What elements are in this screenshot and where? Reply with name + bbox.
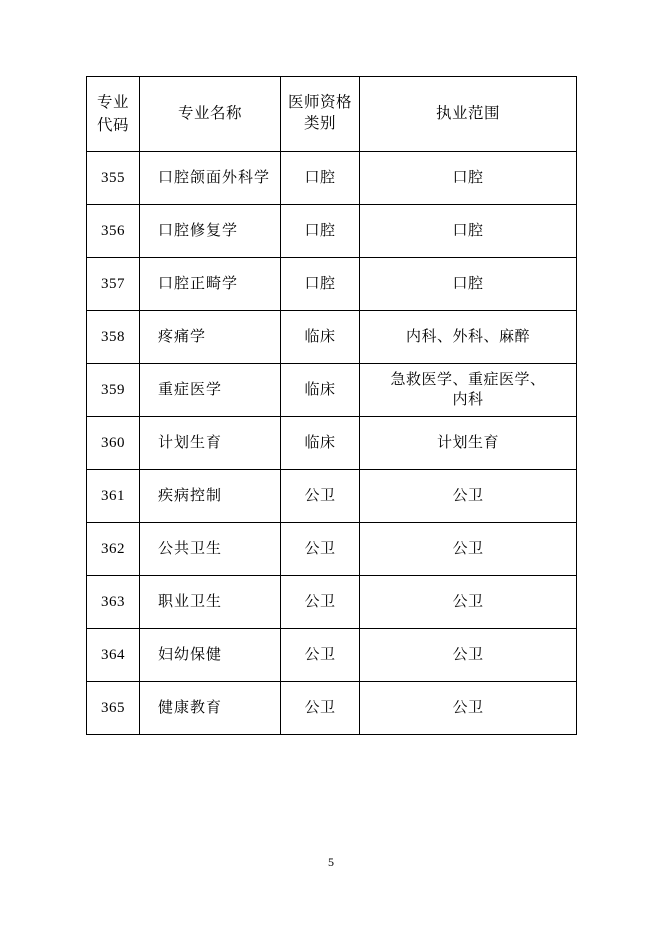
cell-code: 364: [87, 629, 140, 682]
cell-code: 358: [87, 311, 140, 364]
cell-name: 口腔颌面外科学: [140, 152, 281, 205]
cell-name: 疼痛学: [140, 311, 281, 364]
cell-name: 职业卫生: [140, 576, 281, 629]
table-row: [87, 364, 577, 417]
cell-name: 口腔正畸学: [140, 258, 281, 311]
cell-code: 356: [87, 205, 140, 258]
cell-scope: 口腔: [360, 152, 577, 205]
cell-category: 公卫: [281, 629, 360, 682]
column-header-category: [281, 77, 360, 152]
table-row: [87, 311, 577, 364]
cell-category: 公卫: [281, 682, 360, 735]
cell-name: 健康教育: [140, 682, 281, 735]
cell-code: 362: [87, 523, 140, 576]
column-header-category-line1: 医师资格: [287, 94, 352, 112]
cell-scope: 公卫: [360, 470, 577, 523]
cell-scope: 口腔: [360, 205, 577, 258]
cell-name: 重症医学: [140, 364, 281, 417]
cell-scope: [360, 364, 577, 417]
cell-code: 357: [87, 258, 140, 311]
cell-scope: 公卫: [360, 682, 577, 735]
table-row: [87, 523, 577, 576]
column-header-code-line2: 代码: [96, 117, 129, 134]
table-row: [87, 417, 577, 470]
cell-category: 口腔: [281, 205, 360, 258]
cell-name: 公共卫生: [140, 523, 281, 576]
table-row: [87, 682, 577, 735]
table-body: [87, 152, 577, 735]
column-header-scope: 执业范围: [360, 77, 577, 152]
table-row: [87, 470, 577, 523]
cell-code: 361: [87, 470, 140, 523]
page-number: 5: [328, 855, 334, 869]
cell-category: 口腔: [281, 258, 360, 311]
cell-scope: 口腔: [360, 258, 577, 311]
cell-category: 临床: [281, 417, 360, 470]
cell-category: 临床: [281, 311, 360, 364]
table-row: [87, 576, 577, 629]
cell-code: 359: [87, 364, 140, 417]
table-row: [87, 629, 577, 682]
table-row: [87, 205, 577, 258]
cell-scope-line2: 内科: [452, 392, 484, 408]
column-header-name: 专业名称: [140, 77, 281, 152]
cell-name: 计划生育: [140, 417, 281, 470]
cell-scope: 公卫: [360, 523, 577, 576]
table-header: [87, 77, 577, 152]
cell-name: 口腔修复学: [140, 205, 281, 258]
table-header-row: [87, 77, 577, 152]
cell-code: 360: [87, 417, 140, 470]
column-header-code: [87, 77, 140, 152]
cell-scope: 计划生育: [360, 417, 577, 470]
cell-category: 公卫: [281, 523, 360, 576]
cell-scope: 公卫: [360, 576, 577, 629]
cell-category: 口腔: [281, 152, 360, 205]
table-row: [87, 258, 577, 311]
cell-category: 公卫: [281, 470, 360, 523]
specialty-table: [86, 76, 577, 735]
cell-category: 公卫: [281, 576, 360, 629]
cell-category: 临床: [281, 364, 360, 417]
column-header-category-line2: 类别: [303, 115, 336, 132]
column-header-code-line1: 专业: [96, 93, 129, 111]
cell-code: 355: [87, 152, 140, 205]
cell-scope-line1: 急救医学、重症医学、: [390, 371, 546, 388]
cell-scope: 内科、外科、麻醉: [360, 311, 577, 364]
specialty-table-container: [86, 76, 576, 735]
cell-name: 妇幼保健: [140, 629, 281, 682]
table-row: [87, 152, 577, 205]
cell-code: 363: [87, 576, 140, 629]
cell-scope: 公卫: [360, 629, 577, 682]
cell-name: 疾病控制: [140, 470, 281, 523]
cell-code: 365: [87, 682, 140, 735]
